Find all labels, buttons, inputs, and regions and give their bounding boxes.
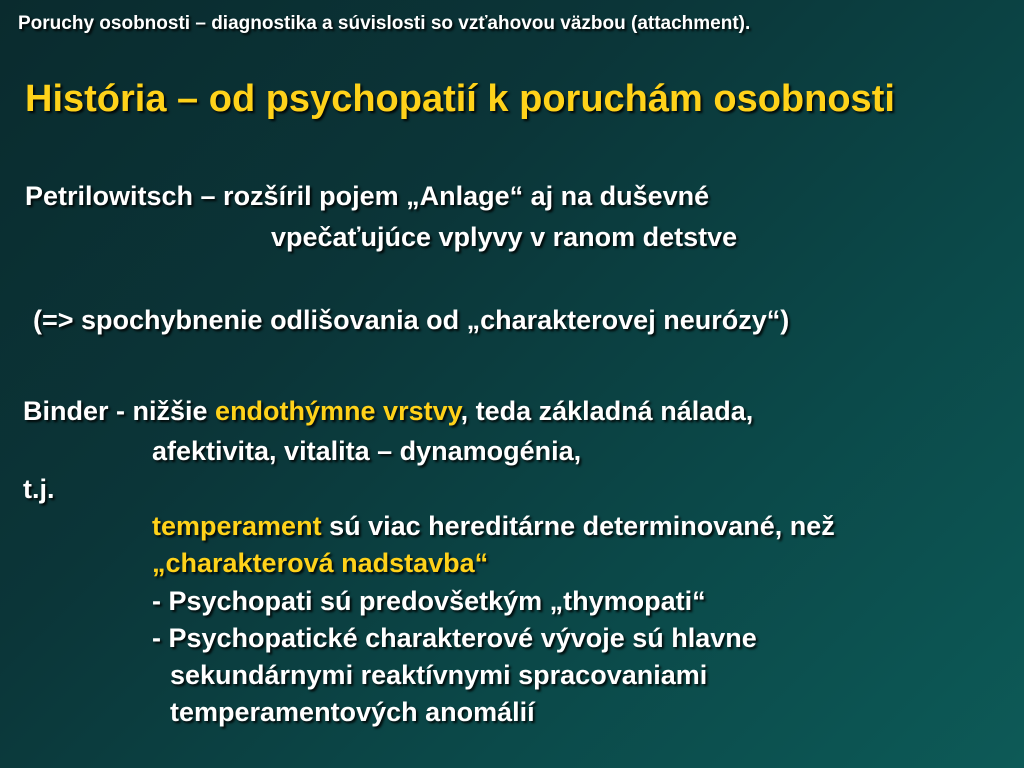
binder-line-3-post: sú viac hereditárne determinované, než	[321, 511, 835, 541]
petrilowitsch-line-1: Petrilowitsch – rozšíril pojem „Anlage“ aj na duševné	[25, 181, 710, 211]
tj-label: t.j.	[23, 474, 55, 504]
binder-line-1	[23, 396, 753, 427]
binder-line-1-pre: - nižšie	[108, 396, 216, 426]
petrilowitsch-line-2: vpečaťujúce vplyvy v ranom detstve	[271, 222, 738, 252]
binder-line-2: afektivita, vitalita – dynamogénia,	[152, 436, 582, 466]
bullet-psychopaticke: - Psychopatické charakterové vývoje sú hlavne	[152, 623, 757, 653]
slide-header: Poruchy osobnosti – diagnostika a súvislosti so vzťahovou väzbou (attachment).	[18, 13, 751, 34]
bullet-psychopaticke-cont-1: sekundárnymi reaktívnymi spracovaniami	[170, 660, 708, 690]
petrilowitsch-note: (=> spochybnenie odlišovania od „charakterovej neurózy“)	[33, 305, 790, 335]
endothymne-highlight: endothýmne vrstvy	[215, 396, 461, 426]
bullet-thymopati: - Psychopati sú predovšetkým „thymopati“	[152, 586, 706, 616]
bullet-psychopaticke-cont-2: temperamentových anomálií	[170, 697, 535, 727]
temperament-highlight: temperament	[152, 511, 322, 541]
charakterova-nadstavba-highlight: „charakterová nadstavba“	[152, 548, 489, 578]
binder-name: Binder	[23, 396, 109, 426]
binder-line-3	[152, 511, 835, 542]
binder-line-1-post: , teda základná nálada,	[460, 396, 754, 426]
slide-title: História – od psychopatií k poruchám osobnosti	[25, 78, 895, 120]
